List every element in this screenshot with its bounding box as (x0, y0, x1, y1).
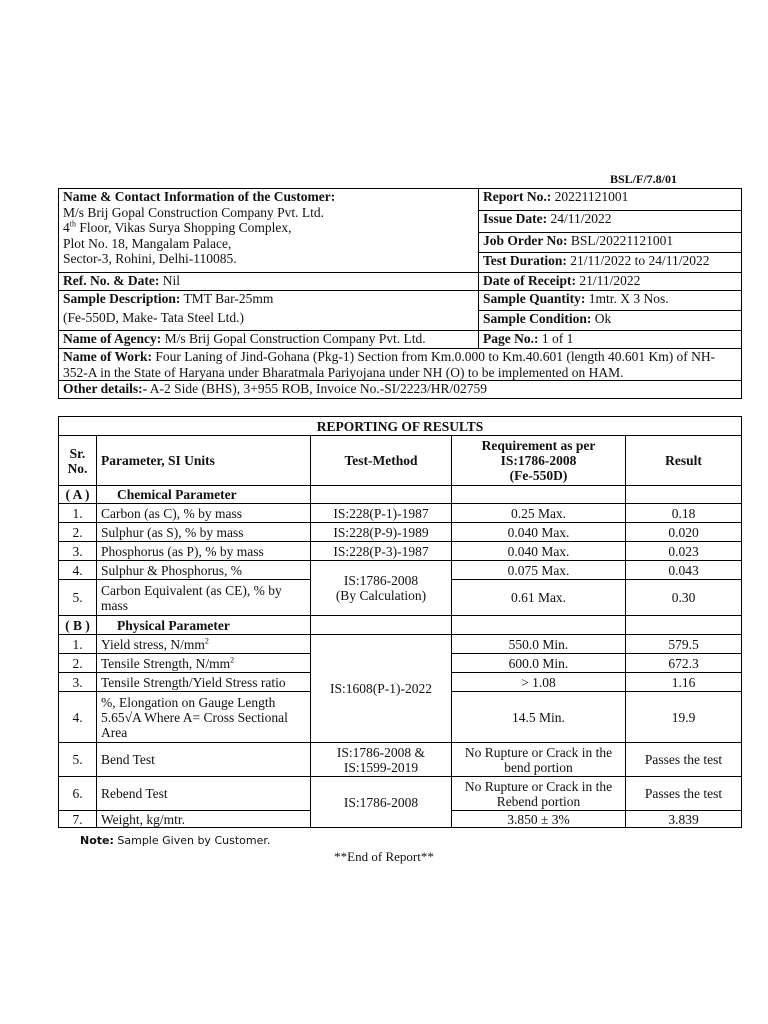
cell-text: Report No.: (483, 189, 552, 204)
results-table (58, 416, 742, 828)
cell-text: Four Laning of Jind-Gohana (Pkg-1) Section from Km.0.000 to Km.40.601 (length 40.601 Km) of NH-352-A in the State of Haryana under Bharatmala Pariyojana under NH (O) to be implemented on HAM. (63, 349, 716, 380)
table-cell: 1. (59, 635, 97, 654)
cell-text (63, 291, 474, 307)
table-cell: 600.0 Min. (452, 654, 626, 673)
customer-address-1 (63, 220, 474, 236)
table-row (59, 777, 742, 811)
section-name: Chemical Parameter (97, 486, 311, 504)
cell-text: Rebend portion (496, 793, 581, 809)
table-cell: Bend Test (97, 743, 311, 777)
table-cell: Sulphur (as S), % by mass (97, 523, 311, 542)
note (80, 834, 270, 847)
table-cell: 0.18 (626, 504, 742, 523)
table-cell: 2. (59, 654, 97, 673)
cell-text: Yield stress, N/mm (101, 636, 205, 652)
table-cell (311, 616, 452, 635)
table-cell: %, Elongation on Gauge Length 5.65√A Where A= Cross Sectional Area (97, 692, 311, 743)
cell-text: Floor, Vikas Surya Shopping Complex, (75, 220, 292, 235)
cell-text: Name of Agency: (63, 331, 162, 346)
table-cell: 4. (59, 692, 97, 743)
cell-text: Issue Date: (483, 211, 548, 226)
table-cell: 3. (59, 673, 97, 692)
cell-text: IS:1786-2008 & (336, 744, 426, 760)
header-sr-no: Sr. No. (59, 436, 97, 486)
cell-text: Note: (80, 834, 114, 847)
table-cell (311, 743, 452, 777)
section-code: ( A ) (59, 486, 97, 504)
cell-text: 2 (230, 655, 235, 664)
cell-text: Sample Description: (63, 291, 181, 306)
document-reference: BSL/F/7.8/01 (610, 172, 678, 186)
table-cell: 6. (59, 777, 97, 811)
table-cell: 3.850 ± 3% (452, 811, 626, 828)
customer-address-2: Plot No. 18, Mangalam Palace, (63, 235, 232, 251)
table-cell: 0.020 (626, 523, 742, 542)
table-cell: IS:228(P-1)-1987 (311, 504, 452, 523)
cell-text: Sample Given by Customer. (113, 834, 271, 847)
table-cell: 1. (59, 504, 97, 523)
section-name: Physical Parameter (97, 616, 311, 635)
cell-text: Job Order No: (483, 233, 568, 248)
cell-text: IS:1599-2019 (343, 759, 419, 775)
cell-text: IS:1786-2008 (343, 573, 419, 588)
cell-text: Nil (159, 273, 180, 288)
cell-text: IS:1786-2008 (500, 453, 577, 468)
table-cell: Tensile Strength/Yield Stress ratio (97, 673, 311, 692)
table-cell: 5. (59, 580, 97, 616)
cell-text: Sample Condition: (483, 311, 592, 326)
table-cell: 2. (59, 523, 97, 542)
cell-text: (By Calculation) (335, 588, 427, 603)
table-cell: Passes the test (626, 777, 742, 811)
table-cell: 0.040 Max. (452, 523, 626, 542)
cell-text: bend portion (504, 759, 573, 775)
table-cell: Carbon (as C), % by mass (97, 504, 311, 523)
table-cell: Phosphorus (as P), % by mass (97, 542, 311, 561)
cell-text: th (69, 219, 76, 229)
table-cell (626, 486, 742, 504)
cell-text: M/s Brij Gopal Construction Company Pvt. Ltd. (161, 331, 426, 346)
section-row (59, 486, 742, 504)
page-no-cell (479, 331, 742, 349)
table-row (59, 635, 742, 654)
table-cell: 1.16 (626, 673, 742, 692)
results-title: REPORTING OF RESULTS (59, 417, 742, 436)
table-cell (311, 486, 452, 504)
table-cell: 579.5 (626, 635, 742, 654)
agency-cell (59, 331, 479, 349)
receipt-date-cell (479, 273, 742, 291)
cell-text: (Fe-550D, Make- Tata Steel Ltd.) (63, 309, 245, 325)
header-parameter: Parameter, SI Units (97, 436, 311, 486)
cell-text: 20221121001 (551, 189, 629, 204)
cell-text: Date of Receipt: (483, 273, 576, 288)
table-cell: 14.5 Min. (452, 692, 626, 743)
table-cell (452, 777, 626, 811)
section-row (59, 616, 742, 635)
cell-text: Ref. No. & Date: (63, 273, 160, 288)
table-cell: 3.839 (626, 811, 742, 828)
table-cell: 3. (59, 542, 97, 561)
test-duration-cell (479, 253, 742, 273)
cell-text: BSL/20221121001 (567, 233, 674, 248)
table-cell: 0.075 Max. (452, 561, 626, 580)
cell-text: 21/11/2022 (575, 273, 641, 288)
table-cell: Carbon Equivalent (as CE), % by mass (97, 580, 311, 616)
cell-text: 2 (204, 636, 209, 645)
table-row (59, 743, 742, 777)
table-cell: 4. (59, 561, 97, 580)
cell-text: 21/11/2022 to 24/11/2022 (566, 253, 710, 268)
report-info-table (58, 188, 742, 399)
issue-date-cell (479, 211, 742, 233)
cell-text: 24/11/2022 (547, 211, 612, 226)
customer-info-cell (59, 189, 479, 273)
cell-text: Ok (591, 311, 612, 326)
table-cell (626, 616, 742, 635)
table-cell: IS:228(P-9)-1989 (311, 523, 452, 542)
table-cell: 0.61 Max. (452, 580, 626, 616)
physical-method-cell: IS:1608(P-1)-2022 (311, 635, 452, 743)
cell-text: Tensile Strength, N/mm (101, 655, 231, 671)
table-cell: Weight, kg/mtr. (97, 811, 311, 828)
table-cell (97, 654, 311, 673)
rebend-method-cell: IS:1786-2008 (311, 777, 452, 828)
cell-text: Page No.: (483, 331, 539, 346)
name-of-work-cell (59, 349, 742, 381)
customer-heading: Name & Contact Information of the Customer: (63, 189, 336, 204)
customer-name: M/s Brij Gopal Construction Company Pvt. Ltd. (63, 204, 325, 220)
table-cell: 0.30 (626, 580, 742, 616)
ref-no-cell (59, 273, 479, 291)
cell-text: A-2 Side (BHS), 3+955 ROB, Invoice No.-SI/2223/HR/02759 (147, 381, 487, 396)
customer-address-3: Sector-3, Rohini, Delhi-110085. (63, 251, 237, 266)
cell-text: 1 of 1 (538, 331, 574, 346)
table-cell: Passes the test (626, 743, 742, 777)
table-row (59, 542, 742, 561)
header-result: Result (626, 436, 742, 486)
cell-text: No Rupture or Crack in the (464, 778, 613, 794)
cell-text: Other details:- (63, 381, 148, 396)
table-cell (452, 486, 626, 504)
table-cell: 550.0 Min. (452, 635, 626, 654)
table-cell (452, 616, 626, 635)
calculation-method-cell (311, 561, 452, 616)
table-row (59, 561, 742, 580)
table-cell: IS:228(P-3)-1987 (311, 542, 452, 561)
cell-text: Sample Quantity: (483, 291, 586, 306)
cell-text: Requirement as per (481, 438, 596, 453)
table-cell: 0.040 Max. (452, 542, 626, 561)
table-cell (452, 743, 626, 777)
table-cell (97, 635, 311, 654)
table-cell: 0.25 Max. (452, 504, 626, 523)
job-order-cell (479, 233, 742, 253)
header-requirement (452, 436, 626, 486)
table-cell: Sulphur & Phosphorus, % (97, 561, 311, 580)
end-of-report: **End of Report** (334, 849, 434, 864)
header-test-method: Test-Method (311, 436, 452, 486)
table-cell: Rebend Test (97, 777, 311, 811)
table-row (59, 504, 742, 523)
table-cell: 7. (59, 811, 97, 828)
table-cell: 0.043 (626, 561, 742, 580)
cell-text: 1mtr. X 3 Nos. (585, 291, 669, 306)
section-code: ( B ) (59, 616, 97, 635)
cell-text: (Fe-550D) (509, 468, 568, 483)
other-details-cell (59, 381, 742, 399)
cell-text: TMT Bar-25mm (180, 291, 274, 306)
sample-description-cell (59, 291, 479, 331)
table-cell: 5. (59, 743, 97, 777)
report-no-cell (479, 189, 742, 211)
cell-text: No Rupture or Crack in the (464, 744, 613, 760)
sample-quantity-cell (479, 291, 742, 311)
table-cell: > 1.08 (452, 673, 626, 692)
table-cell: 0.023 (626, 542, 742, 561)
cell-text: Test Duration: (483, 253, 567, 268)
table-cell: 672.3 (626, 654, 742, 673)
table-row (59, 523, 742, 542)
cell-text: 4 (63, 220, 70, 235)
table-cell: 19.9 (626, 692, 742, 743)
sample-condition-cell (479, 311, 742, 331)
cell-text: Name of Work: (63, 349, 152, 364)
